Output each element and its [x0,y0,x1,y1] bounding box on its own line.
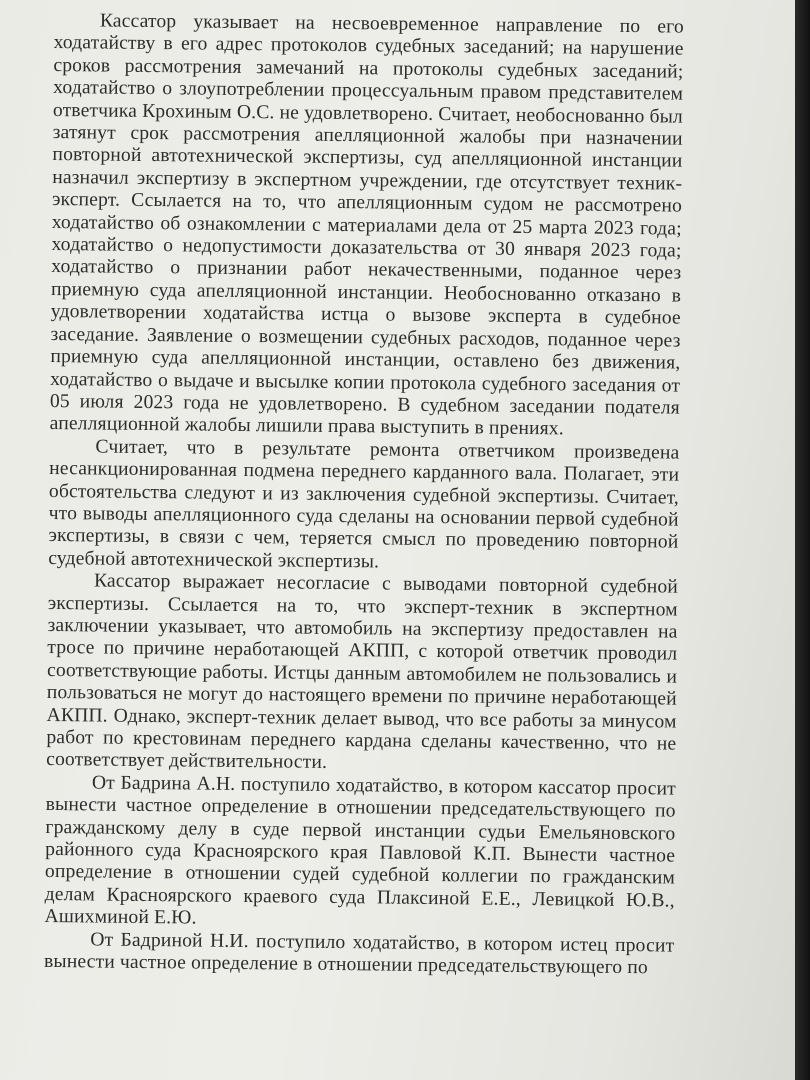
dark-background-edge [795,0,810,1080]
paragraph-1: Кассатор указывает на несвоевременное направление по его ходатайству в его адрес протоколов судебных заседаний; на нарушение сроков рассмотрения замечаний на протоколы судебных заседаний; ходатайство о злоупотреблении процессуальным правом представителем ответчика Крохиным О.С. не удовлетворено. Считает, необоснованно был затянут срок рассмотрения апелляционной жалобы при назначении повторной автотехнической экспертизы, суд апелляционной инстанции назначил экспертизу в экспертном учреждении, где отсутствует техник-эксперт. Ссылается на то, что апелляционным судом не рассмотрено ходатайство об ознакомлении с материалами дела от 25 марта 2023 года; ходатайство о недопустимости доказательства от 30 января 2023 года; ходатайство о признании работ некачественными, поданное через приемную суда апелляционной инстанции. Необоснованно отказано в удовлетворении ходатайства истца о вызове эксперта в судебное заседание. Заявление о возмещении судебных расходов, поданное через приемную суда апелляционной инстанции, оставлено без движения, ходатайство о выдаче и высылке копии протокола судебного заседания от 05 июля 2023 года не удовлетворено. В судебном заседании подателя апелляционной жалобы лишили права выступить в прениях. [49,10,684,440]
paragraph-4: От Бадрина А.Н. поступило ходатайство, в котором кассатор просит вынести частное определение в отношении председательствующего по гражданскому делу в суде первой инстанции судьи Емельяновского районного суда Красноярского края Павловой К.П. Вынести частное определение в отношении судей судебной коллегии по гражданским делам Красноярского краевого суда Плаксиной Е.Е., Левицкой Ю.В., Ашихминой Е.Ю. [44,772,676,929]
paragraph-5: От Бадриной Н.И. поступило ходатайство, в котором истец просит вынести частное определение в отношении председательствующего по [43,929,675,979]
paragraph-3: Кассатор выражает несогласие с выводами повторной судебной экспертизы. Ссылается на то, что эксперт-техник в экспертном заключении указывает, что автомобиль на экспертизу предоставлен на тросе по причине неработающей АКПП, с которой ответчик проводил соответствующие работы. Истцы данным автомобилем не пользовались и пользоваться не могут до настоящего времени по причине неработающей АКПП. Однако, эксперт-техник делает вывод, что все работы за минусом работ по крестовинам переднего кардана сделаны качественно, что не соответствует действительности. [46,570,679,774]
paragraph-2: Считает, что в результате ремонта ответчиком произведена несанкционированная подмена переднего карданного вала. Полагает, эти обстоятельства следуют и из заключения судебной экспертизы. Считает, что выводы апелляционного суда сделаны на основании первой судебной экспертизы, в связи с чем, теряется смысл по проведению повторной судебной автотехнической экспертизы. [48,436,680,573]
document-text [44,10,684,980]
